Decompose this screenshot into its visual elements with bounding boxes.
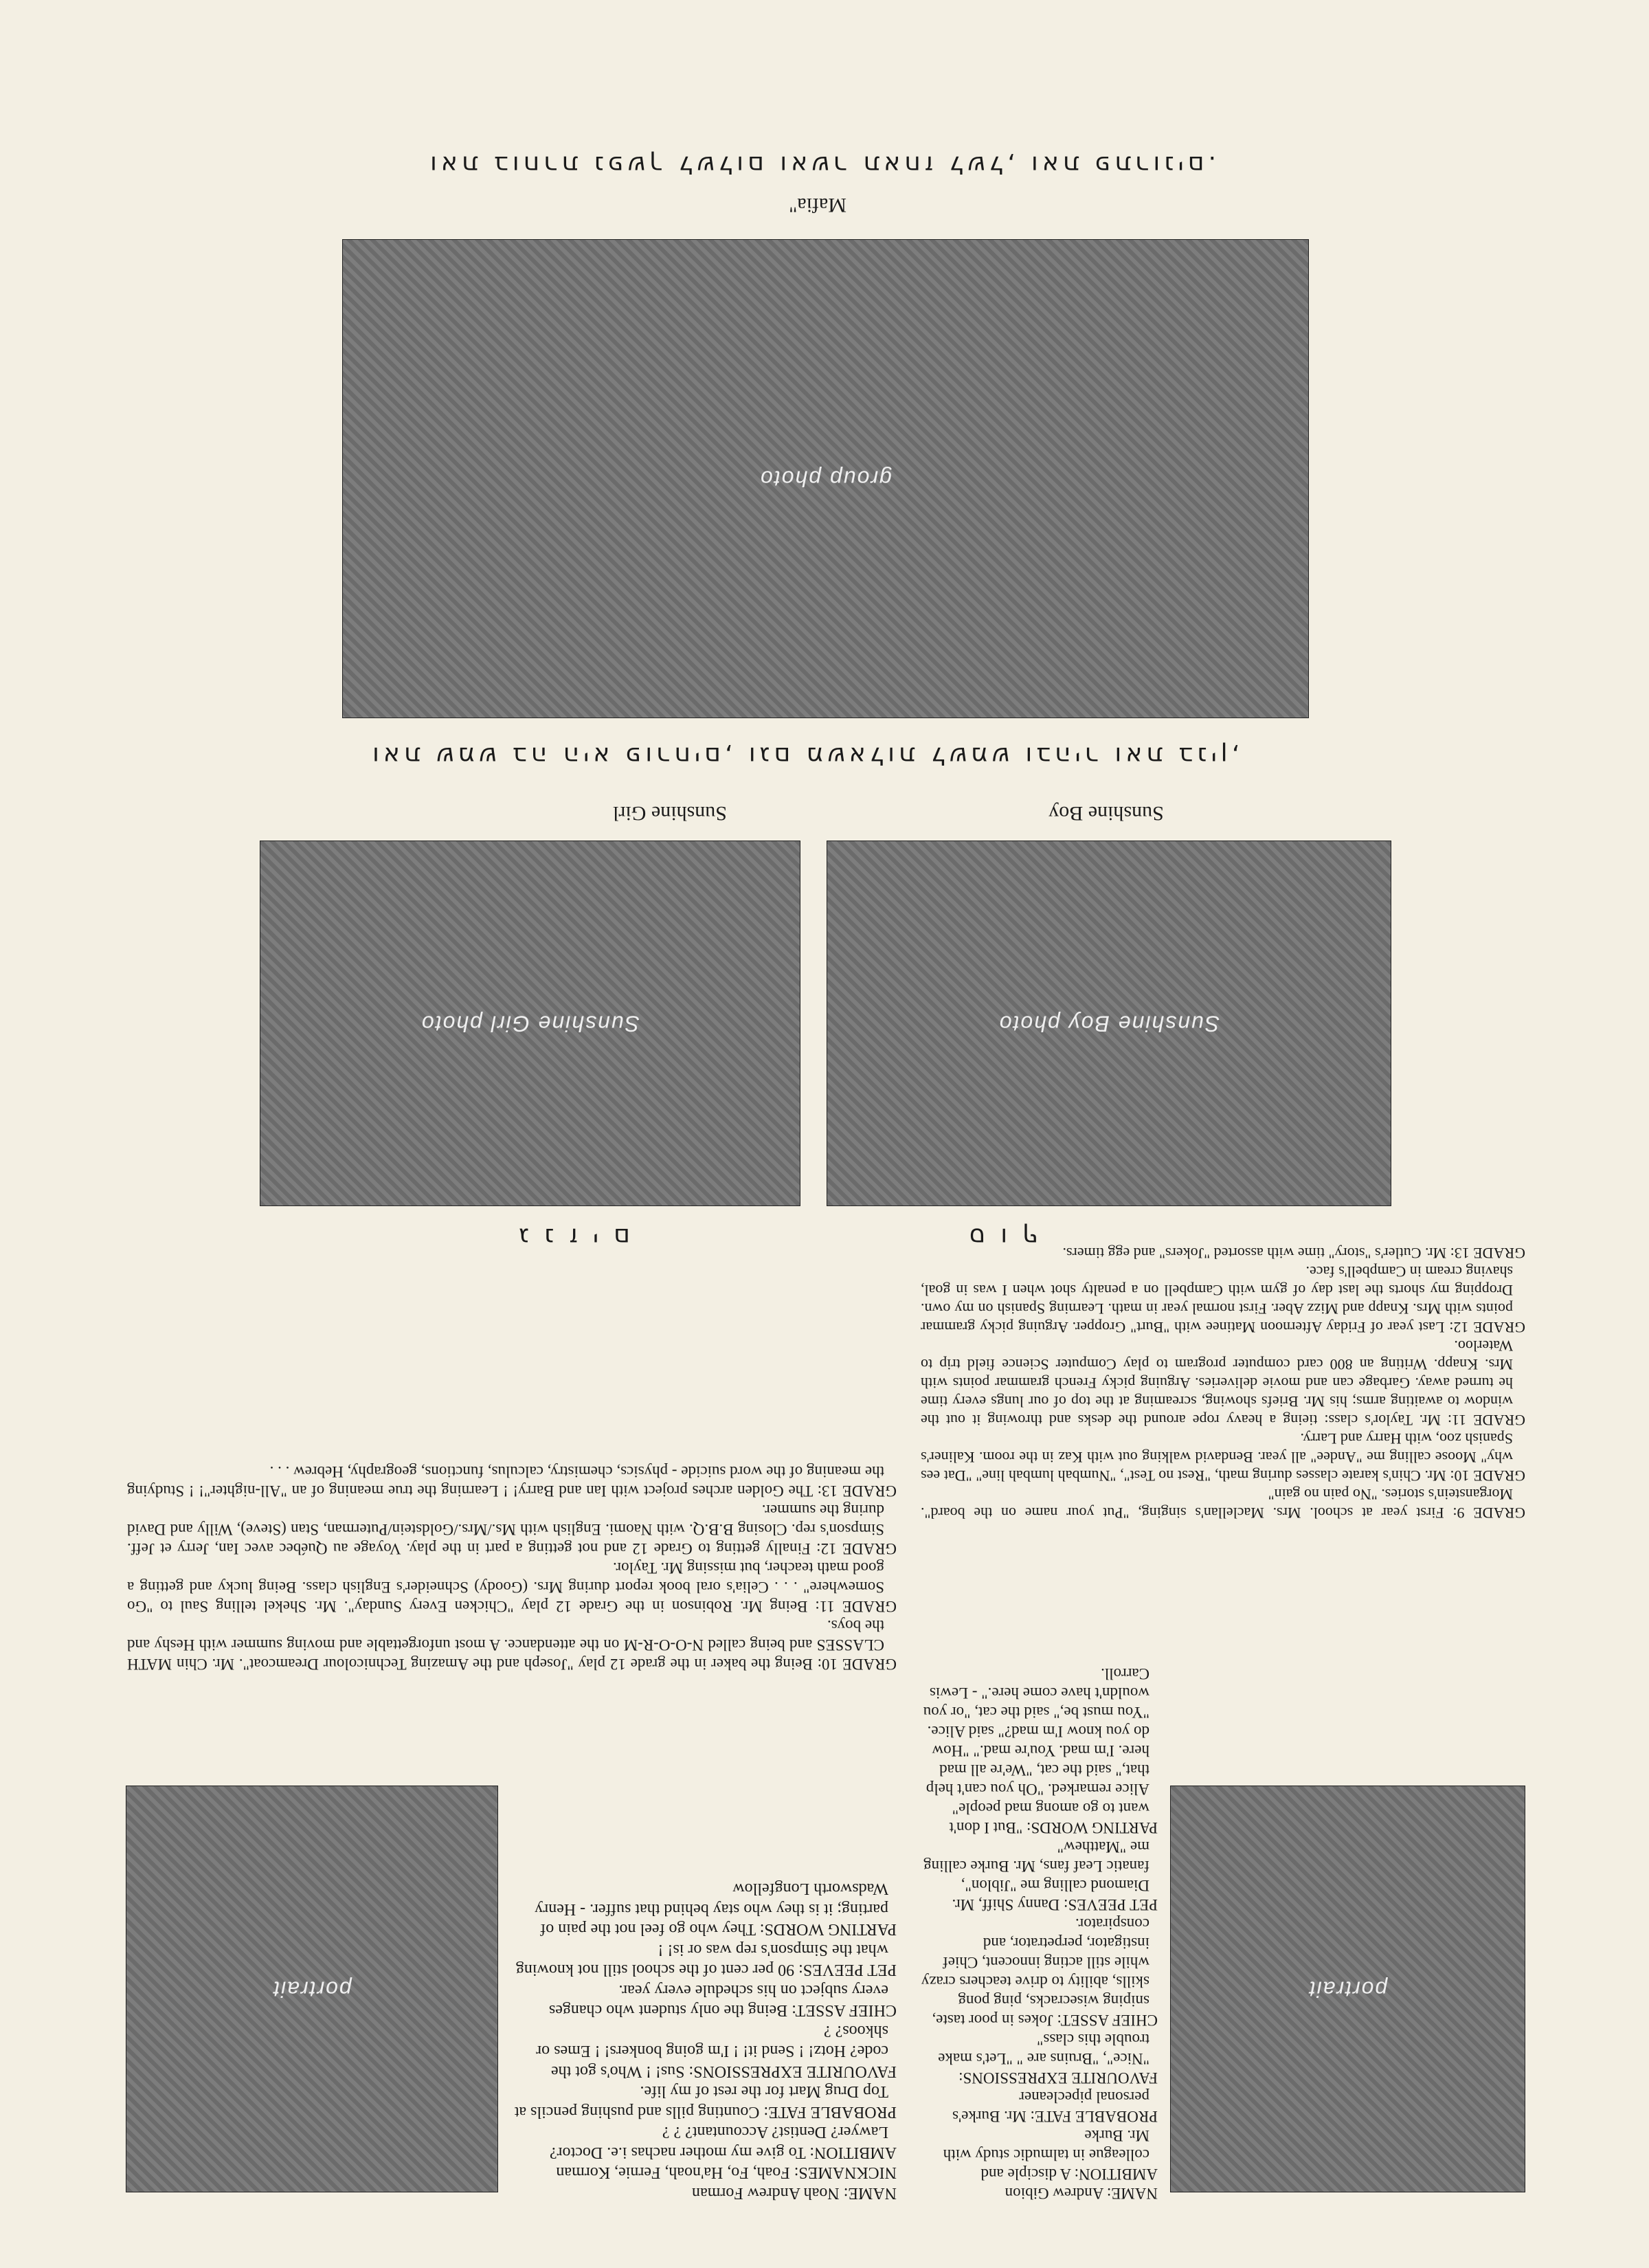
noah-grade-12: GRADE 12: Finally getting to Grade 12 and not getting a part in the play. Voyage au Québec avec Ian, Jerry et Jeff. Simpson's rep. Closing B.B.Q. with Naomi. English with Ms./Mrs./Goldstein/Puterman, Stan (Steve), Willy and David during the summer. [127,1502,897,1557]
sunshine-boy-photo-label: Sunshine Boy photo [998,1011,1220,1036]
portrait-andrew-label: portrait [1308,1977,1388,2002]
noah-peeves: PET PEEVES: 90 per cent of the school still not knowing what the Simpson's rep was or is! ! [515,1941,897,1979]
hebrew-caption-top: ואת בוחרת נפשך לשלום ואשר תאחז לשל, ואת פתרונים. [426,151,1216,179]
group-photo-label: group photo [759,467,892,491]
andrew-profile [921,1664,1158,2203]
andrew-asset: CHIEF ASSET: Jokes in poor taste, sniping wisecracks, ping pong skills, ability to drive teachers crazy while still acting innocent, Chief instigator, perpetrator, and conspirator. [921,1915,1158,2029]
portrait-noah-label: portrait [272,1977,352,2002]
sunshine-girl-photo [260,841,800,1206]
noah-grade-13: GRADE 13: The Golden arches project with Ian and Barry! ! Learning the true meaning of an "All-nighter"! ! Studying the meaning of the word suicide - physics, chemistry, calculus, functions, geography, Hebrew . . . [127,1463,897,1500]
noah-grade-11: GRADE 11: Being Mr. Robinson in the Grade 12 play "Chicken Every Sunday". Mr. Shekel telling Saul to "Go Somewhere" . . . Celia's oral book report during Mrs. (Goody) Schneider's English class. Being lucky and getting a good math teacher, but missing Mr. Taylor. [127,1559,897,1615]
andrew-expressions: FAVOURITE EXPRESSIONS: "Nice", "Bruins are " "Let's make trouble this class" [938,2031,1158,2087]
andrew-parting: PARTING WORDS: "But I don't want to go among mad people" Alice remarked. "Oh you can't help that," said the cat, "We're all mad here. I'm mad. You're mad." "How do you know I'm mad?" said Alice. "You must be," said the cat, "or you wouldn't have come here." - Lewis Carroll. [923,1665,1158,1836]
noah-name: NAME: Noah Andrew Forman [692,2184,897,2202]
portrait-andrew-gibion [1170,1786,1525,2192]
andrew-grade-10: GRADE 10: Mr. Chin's karate classes during math, "Rest no Test", "Numbah lumbah line" "Dat ees why" Moose calling me "Andee" all year. Bendavid walking out with Kaz in the room. Kaliner's Spanish zoo, with Harry and Larry. [921,1430,1525,1485]
sunshine-girl-photo-label: Sunshine Girl photo [420,1011,640,1036]
sunshine-girl-caption: Sunshine Girl [613,802,727,825]
noah-grades [127,1462,897,1674]
sunshine-boy-caption: Sunshine Boy [1048,802,1164,825]
hebrew-signature-left: גנזים [504,1223,630,1251]
noah-profile [512,1878,897,2203]
andrew-name: NAME: Andrew Gibion [1005,2185,1158,2202]
andrew-fate: PROBABLE FATE: Mr. Burke's personal pipecleaner [952,2089,1158,2125]
andrew-grade-11: GRADE 11: Mr. Taylor's class: tieing a heavy rope around the desks and throwing it out the window to awaiting arms; his Mr. Briefs showing, screaming at the top of our lungs every time he turned away. Garbage can and movie deliveries. Arguing picky French grammar points with Mrs. Knapp. Writing an 800 card computer program to play Computer Science field trip to Waterloo. [921,1337,1525,1429]
andrew-grades [921,1244,1525,1522]
sunshine-boy-photo [827,841,1391,1206]
noah-parting: PARTING WORDS: They who go feel not the pain of parting; it is they who stay behind that suffer. - Henry Wadsworth Longfellow [535,1880,897,1939]
noah-fate: PROBABLE FATE: Counting pills and pushing pencils at Top Drug Mart for the rest of my life. [514,2082,897,2121]
andrew-peeves: PET PEEVES: Danny Shiff, Mr. Diamond calling me "Jiblon", fanatic Leaf fans, Mr. Burke calling me "Matthew" [923,1838,1158,1913]
portrait-noah-forman [126,1786,498,2192]
noah-nicknames: NICKNAMES: Foah, Fo, Ha'noah, Fernie, Korman [556,2164,897,2182]
andrew-ambition: AMBITION: A disciple and colleague in talmudic study with Mr. Burke [943,2127,1158,2183]
noah-expressions: FAVOURITE EXPRESSIONS: Sus! ! Who's got the code? Hotz! ! Send it! ! I'm going bonkers! ! Emes or shkoos? ? [536,2022,897,2080]
andrew-grade-13: GRADE 13: Mr. Cutler's "story" time with assorted "Jokers" and egg timers. [1062,1245,1525,1262]
mafia-caption: Mafia" [789,194,846,216]
group-photo [342,239,1309,718]
noah-grade-10: GRADE 10: Being the baker in the grade 12 play "Joseph and the Amazing Technicolour Dreamcoat". Mr. Chin MATH CLASSES and being called N-O-O-R-M on the attendance. A most unforgettable and moving summer with Heshy and the boys. [127,1617,897,1673]
hebrew-signature-right: סוף [954,1223,1039,1251]
noah-ambition: AMBITION: To give my mother nachas i.e. Doctor? Lawyer? Dentist? Accountant? ? ? [549,2123,897,2161]
andrew-grade-9: GRADE 9: First year at school. Mrs. Maclellan's singing, "Put your name on the board". Morganstein's stories. "No pain no gain" [921,1486,1525,1522]
andrew-grade-12: GRADE 12: Last year of Friday Afternoon Matinee with "Burt" Gropper. Arguing picky grammar points with Mrs. Knapp and Mizz Aber. First normal year in math. Learning Spanish on my own. Dropping my shorts the last day of gym with Campbell on a penalty shot when I was in goal, shaving cream in Campbell's face. [921,1263,1525,1336]
hebrew-caption-middle: ואת שמש בה היא פורחים, וגם משאלות לשמש ובהיר ואת בנין, [368,742,1239,770]
noah-asset: CHIEF ASSET: Being the only student who changes every subject on his schedule every year. [548,1981,897,2020]
